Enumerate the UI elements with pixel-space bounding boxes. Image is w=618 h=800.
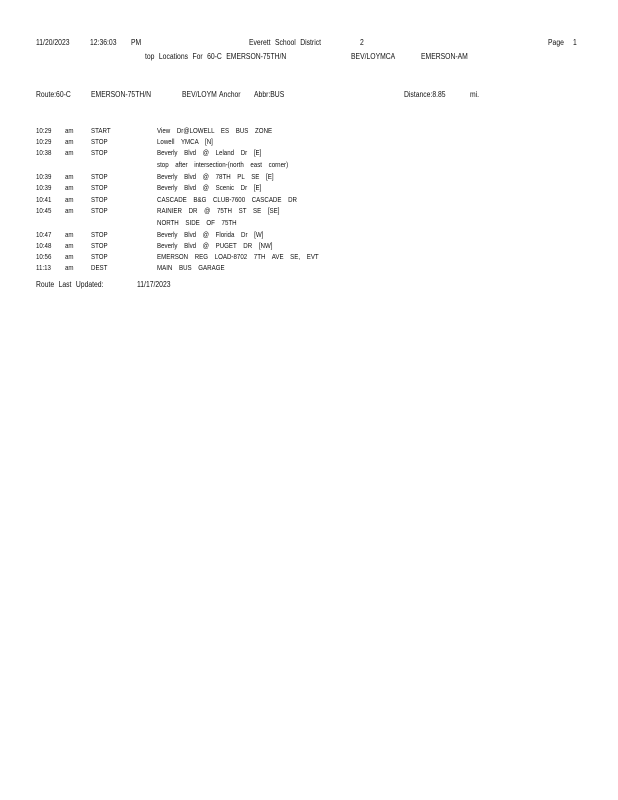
stop-type: STOP (91, 183, 108, 192)
stop-description: MAIN BUS GARAGE (157, 263, 225, 272)
stop-description: Beverly Blvd @ PUGET DR [NW] (157, 241, 273, 250)
table-row (0, 127, 618, 137)
report-subtitle-start: BEV/LOYMCA (351, 52, 396, 61)
table-row (0, 264, 618, 274)
stop-type: DEST (91, 263, 108, 272)
stop-ampm: am (65, 206, 74, 215)
page-label: Page (548, 38, 564, 47)
route-updated-label: Route Last Updated: (36, 280, 104, 289)
stop-ampm: am (65, 252, 74, 261)
report-subtitle: top Locations For 60-C EMERSON-75TH/N (145, 52, 287, 61)
stop-description: EMERSON REG LOAD-8702 7TH AVE SE, EVT (157, 252, 319, 261)
stop-time: 10:29 (36, 126, 52, 135)
table-row (0, 161, 618, 171)
stop-ampm: am (65, 172, 74, 181)
stop-description: CASCADE B&G CLUB-7600 CASCADE DR (157, 195, 297, 204)
district-number: 2 (360, 38, 364, 47)
stop-type: STOP (91, 172, 108, 181)
stop-description: Beverly Blvd @ 78TH PL SE [E] (157, 172, 274, 181)
table-row (0, 196, 618, 206)
stop-time: 10:41 (36, 195, 52, 204)
report-ampm: PM (131, 38, 142, 47)
stop-ampm: am (65, 263, 74, 272)
stop-type: STOP (91, 137, 108, 146)
stop-type: STOP (91, 230, 108, 239)
stop-time: 10:56 (36, 252, 52, 261)
district-name: Everett School District (249, 38, 321, 47)
stop-type: START (91, 126, 111, 135)
stop-time: 11:13 (36, 263, 51, 272)
stop-type: STOP (91, 206, 108, 215)
table-row (0, 253, 618, 263)
report-time: 12:36:03 (90, 38, 117, 47)
stop-description-continued: stop after intersection-(north east corner) (157, 160, 289, 169)
stop-time: 10:39 (36, 183, 52, 192)
stop-type: STOP (91, 241, 108, 250)
report-subtitle-run: EMERSON-AM (421, 52, 468, 61)
stop-time: 10:38 (36, 148, 52, 157)
route-anchor: Anchor (219, 90, 241, 99)
table-row (0, 219, 618, 229)
route-id: Route:60-C (36, 90, 71, 99)
stop-description: Beverly Blvd @ Scenic Dr [E] (157, 183, 262, 192)
stop-ampm: am (65, 126, 74, 135)
stop-ampm: am (65, 183, 74, 192)
stop-description: Beverly Blvd @ Florida Dr [W] (157, 230, 264, 239)
table-row (0, 231, 618, 241)
report-date: 11/20/2023 (36, 38, 70, 47)
stop-time: 10:47 (36, 230, 52, 239)
stop-time: 10:48 (36, 241, 52, 250)
stop-ampm: am (65, 241, 74, 250)
stop-time: 10:29 (36, 137, 52, 146)
table-row (0, 207, 618, 217)
stop-ampm: am (65, 195, 74, 204)
stop-time: 10:45 (36, 206, 52, 215)
table-row (0, 138, 618, 148)
stop-description: View Dr@LOWELL ES BUS ZONE (157, 126, 273, 135)
stop-description: Beverly Blvd @ Leland Dr [E] (157, 148, 262, 157)
route-name: EMERSON-75TH/N (91, 90, 152, 99)
stop-type: STOP (91, 195, 108, 204)
route-distance: Distance:8.85 (404, 90, 446, 99)
stop-time: 10:39 (36, 172, 52, 181)
route-distance-unit: mi. (470, 90, 480, 99)
page-number: 1 (573, 38, 577, 47)
stop-description: RAINIER DR @ 75TH ST SE [SE] (157, 206, 280, 215)
table-row (0, 173, 618, 183)
route-updated-date: 11/17/2023 (137, 280, 171, 289)
stop-description-continued: NORTH SIDE OF 75TH (157, 218, 237, 227)
table-row (0, 184, 618, 194)
stop-type: STOP (91, 148, 108, 157)
stop-type: STOP (91, 252, 108, 261)
stop-ampm: am (65, 148, 74, 157)
route-abbr: Abbr:BUS (254, 90, 285, 99)
table-row (0, 149, 618, 159)
stop-ampm: am (65, 230, 74, 239)
table-row (0, 242, 618, 252)
stop-description: Lowell YMCA [N] (157, 137, 213, 146)
route-start: BEV/LOYM (182, 90, 217, 99)
stop-ampm: am (65, 137, 74, 146)
